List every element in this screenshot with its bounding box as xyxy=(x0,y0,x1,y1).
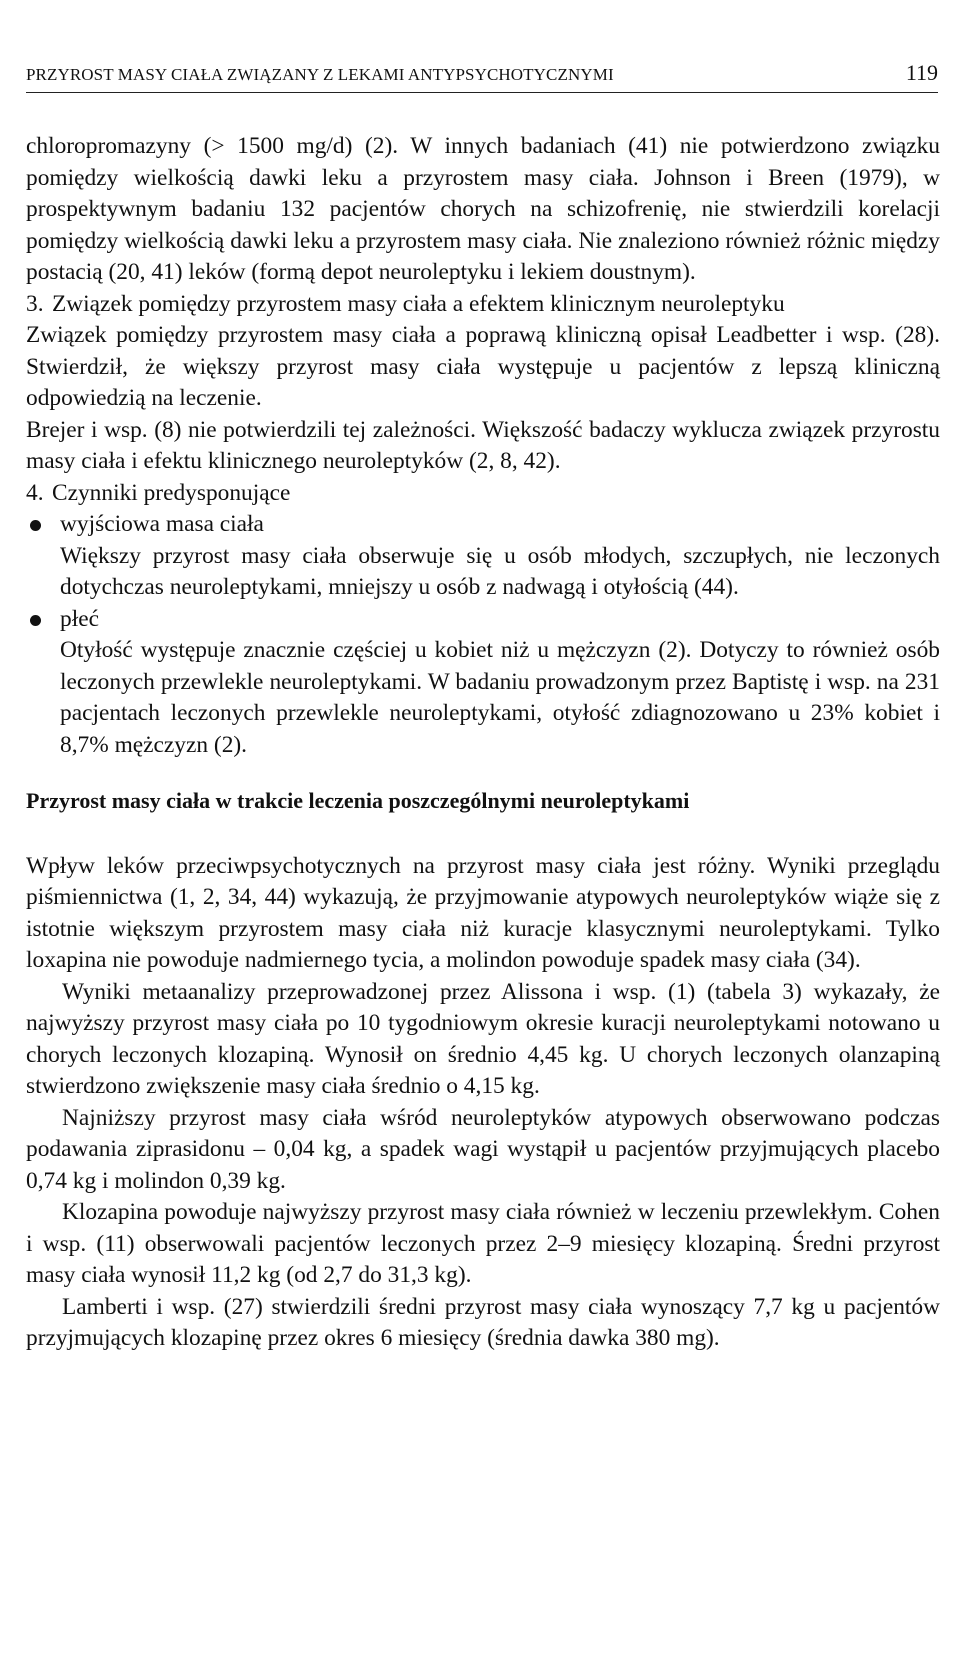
item-number: 3. xyxy=(26,290,44,317)
running-title: PRZYROST MASY CIAŁA ZWIĄZANY Z LEKAMI ANTYPSYCHOTYCZNYMI xyxy=(26,65,614,84)
item-heading: Związek pomiędzy przyrostem masy ciała a efektem klinicznym neuroleptyku xyxy=(52,290,785,317)
section-paragraph: Klozapina powoduje najwyższy przyrost masy ciała również w leczeniu przewlekłym. Cohen i wsp. (11) obserwowali pacjentów leczonych przez 2–9 miesięcy klozapiną. Średni przyrost masy ciała wynosił 11,2 kg (od 2,7 do 31,3 kg). xyxy=(26,1199,940,1288)
bullet-item xyxy=(26,604,940,636)
item-3-paragraph: Związek pomiędzy przyrostem masy ciała a poprawą kliniczną opisał Leadbetter i wsp. (28). Stwierdził, że większy przyrost masy ciała występuje u pacjentów z lepszą kliniczną odpowiedzią na leczenie. xyxy=(26,322,940,411)
bullet-paragraph: Większy przyrost masy ciała obserwuje się u osób młodych, szczupłych, nie leczonych dotychczas neuroleptykami, mniejszy u osób z nadwagą i otyłością (44). xyxy=(60,542,940,600)
bullet-item xyxy=(26,509,940,541)
running-header xyxy=(26,60,938,93)
page-number: 119 xyxy=(905,60,938,85)
item-heading: Czynniki predysponujące xyxy=(52,479,291,506)
continuation-paragraph: chloropromazyny (> 1500 mg/d) (2). W innych badaniach (41) nie potwierdzono związku pomiędzy wielkością dawki leku a przyrostem masy ciała. Johnson i Breen (1979), w prospektywnym badaniu 132 pacjentów chorych na schizofrenię, nie stwierdzili korelacji pomiędzy wielkością dawki leku a przyrostem masy ciała. Nie znaleziono również różnic między postacią (20, 41) leków (formą depot neuroleptyku i lekiem doustnym). xyxy=(26,133,940,285)
section-paragraph: Wyniki metaanalizy przeprowadzonej przez Alissona i wsp. (1) (tabela 3) wykazały, że najwyższy przyrost masy ciała po 10 tygodniowym okresie kuracji neuroleptykami notowano u chorych leczonych klozapiną. Wynosił on średnio 4,45 kg. U chorych leczonych olanzapiną stwierdzono zwiększenie masy ciała średnio o 4,15 kg. xyxy=(26,978,940,1099)
body-text xyxy=(26,131,940,1355)
bullet-paragraph: Otyłość występuje znacznie częściej u kobiet niż u mężczyzn (2). Dotyczy to również osób leczonych przewlekle neuroleptykami. W badaniu prowadzonym przez Baptistę i wsp. na 231 pacjentach leczonych przewlekle neuroleptykami, otyłość zdiagnozowano u 23% kobiet i 8,7% mężczyzn (2). xyxy=(60,637,940,758)
section-paragraph: Wpływ leków przeciwpsychotycznych na przyrost masy ciała jest różny. Wyniki przeglądu piśmiennictwa (1, 2, 34, 44) wykazują, że przyjmowanie atypowych neuroleptyków wiąże się z istotnie większym przyrostem masy ciała niż kuracje klasycznymi neuroleptykami. Tylko loxapina nie powoduje nadmiernego tycia, a molindon powoduje spadek masy ciała (34). xyxy=(26,852,940,973)
bullet-title: płeć xyxy=(60,605,99,632)
item-number: 4. xyxy=(26,479,44,506)
section-paragraph: Lamberti i wsp. (27) stwierdzili średni przyrost masy ciała wynoszący 7,7 kg u pacjentów przyjmujących klozapinę przez okres 6 miesięcy (średnia dawka 380 mg). xyxy=(26,1293,940,1351)
section-heading: Przyrost masy ciała w trakcie leczenia poszczególnymi neuroleptykami xyxy=(26,788,690,813)
bullet-icon xyxy=(26,509,60,541)
numbered-item-3 xyxy=(26,289,940,321)
bullet-icon xyxy=(26,604,60,636)
bullet-title: wyjściowa masa ciała xyxy=(60,511,264,537)
section-paragraph: Najniższy przyrost masy ciała wśród neuroleptyków atypowych obserwowano podczas podawania ziprasidonu – 0,04 kg, a spadek wagi wystąpił u pacjentów przyjmujących placebo 0,74 kg i molindon 0,39 kg. xyxy=(26,1104,940,1194)
numbered-item-4 xyxy=(26,478,940,510)
item-3-paragraph: Brejer i wsp. (8) nie potwierdzili tej zależności. Większość badaczy wyklucza związek przyrostu masy ciała i efektu klinicznego neuroleptyków (2, 8, 42). xyxy=(26,416,940,474)
